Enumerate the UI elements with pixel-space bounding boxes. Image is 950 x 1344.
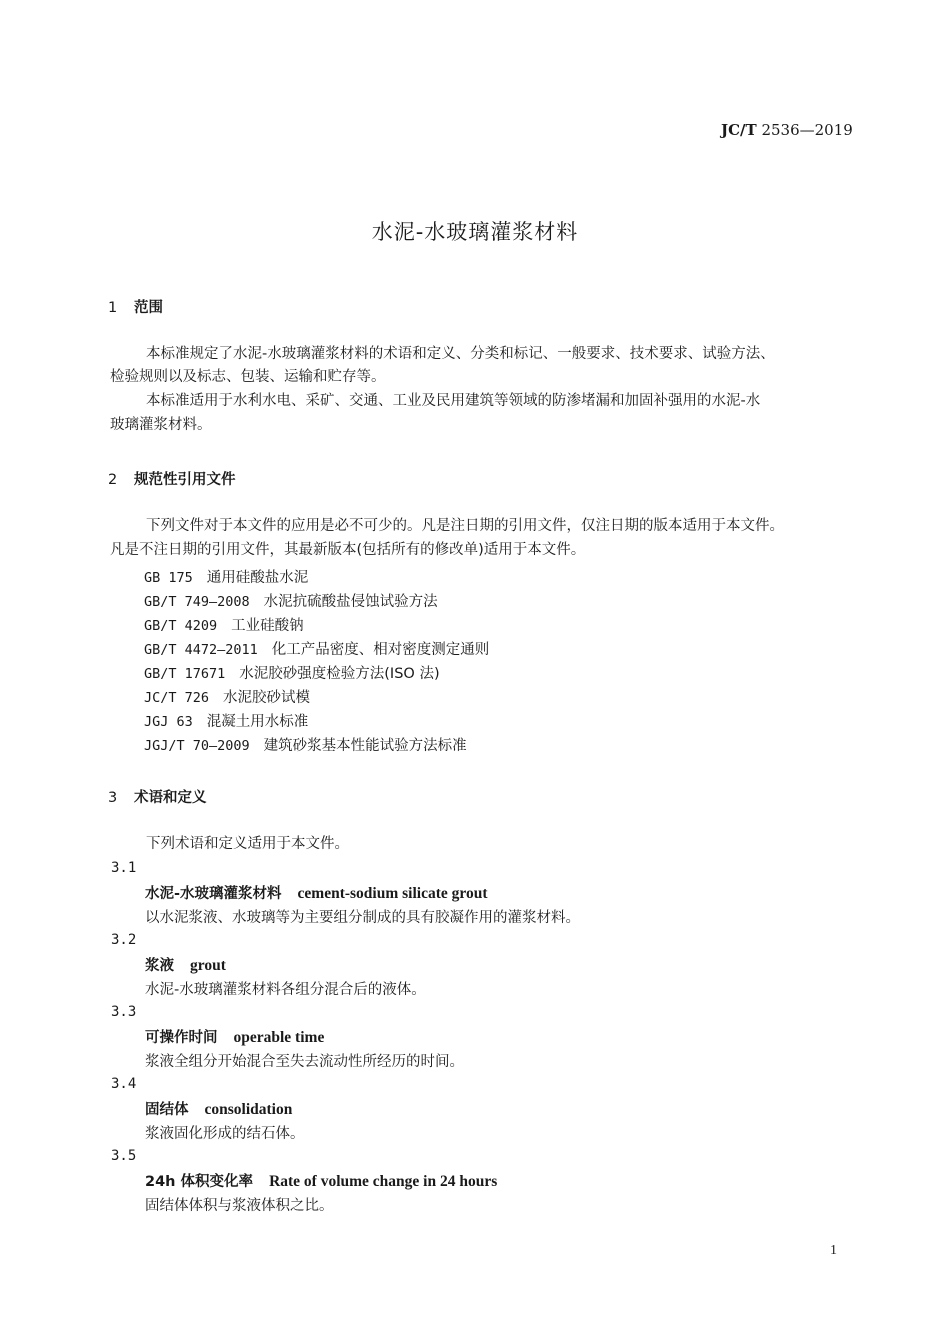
standard-prefix: JC/T	[721, 121, 757, 139]
term-en: Rate of volume change in 24 hours	[269, 1173, 498, 1190]
section-title: 规范性引用文件	[134, 472, 236, 488]
term-en: cement-sodium silicate grout	[297, 885, 488, 902]
reference-name: 水泥抗硫酸盐侵蚀试验方法	[263, 594, 438, 610]
reference-item	[144, 590, 438, 611]
term-definition: 固结体体积与浆液体积之比。	[145, 1198, 334, 1214]
term-zh: 浆液	[145, 958, 174, 974]
reference-name: 化工产品密度、相对密度测定通则	[271, 642, 490, 658]
reference-name: 混凝土用水标准	[206, 714, 309, 730]
term-definition: 以水泥浆液、水玻璃等为主要组分制成的具有胶凝作用的灌浆材料。	[145, 910, 580, 926]
term-number: 3.2	[111, 932, 137, 948]
section-number: 3	[108, 790, 118, 806]
references-intro-line-2: 凡是不注日期的引用文件，其最新版本(包括所有的修改单)适用于本文件。	[110, 542, 586, 558]
term-zh: 水泥-水玻璃灌浆材料	[145, 886, 282, 902]
term-number: 3.5	[111, 1148, 137, 1164]
section-title: 范围	[134, 300, 163, 316]
scope-paragraph-1-line-2: 检验规则以及标志、包装、运输和贮存等。	[110, 369, 386, 385]
section-heading-normative-references	[108, 468, 236, 489]
term-en: grout	[190, 957, 226, 974]
term-title	[145, 1098, 292, 1119]
section-title: 术语和定义	[134, 790, 207, 806]
reference-name: 水泥胶砂试模	[223, 690, 311, 706]
standard-code: 2536—2019	[761, 121, 853, 139]
reference-item	[144, 686, 310, 707]
section-heading-terms-and-definitions	[108, 786, 207, 807]
term-title	[145, 1170, 497, 1191]
reference-code: GB/T 749—2008	[144, 594, 250, 610]
document-title: 水泥-水玻璃灌浆材料	[371, 220, 579, 244]
reference-code: JC/T 726	[144, 690, 210, 706]
term-en: consolidation	[204, 1101, 293, 1118]
term-zh: 可操作时间	[145, 1030, 218, 1046]
terms-intro: 下列术语和定义适用于本文件。	[146, 836, 349, 852]
term-title	[145, 1026, 324, 1047]
term-definition: 浆液固化形成的结石体。	[145, 1126, 305, 1142]
reference-name: 水泥胶砂强度检验方法(ISO 法)	[239, 666, 440, 682]
term-definition: 水泥-水玻璃灌浆材料各组分混合后的液体。	[145, 982, 426, 998]
reference-name: 通用硅酸盐水泥	[206, 570, 309, 586]
standard-number	[721, 121, 853, 139]
reference-code: GB/T 17671	[144, 666, 226, 682]
reference-item	[144, 662, 440, 683]
scope-paragraph-2-line-2: 玻璃灌浆材料。	[110, 417, 212, 433]
section-number: 1	[108, 300, 118, 316]
term-title	[145, 954, 226, 975]
reference-code: JGJ 63	[144, 714, 193, 730]
term-title	[145, 882, 488, 903]
term-zh: 固结体	[145, 1102, 189, 1118]
term-definition: 浆液全组分开始混合至失去流动性所经历的时间。	[145, 1054, 464, 1070]
page-number: 1	[830, 1243, 837, 1258]
term-zh: 24h 体积变化率	[145, 1174, 254, 1190]
reference-code: JGJ/T 70—2009	[144, 738, 250, 754]
reference-code: GB/T 4472—2011	[144, 642, 258, 658]
reference-code: GB 175	[144, 570, 193, 586]
reference-item	[144, 710, 308, 731]
reference-name: 建筑砂浆基本性能试验方法标准	[263, 738, 467, 754]
reference-item	[144, 566, 308, 587]
reference-name: 工业硅酸钠	[231, 618, 304, 634]
section-heading-scope	[108, 296, 163, 317]
reference-code: GB/T 4209	[144, 618, 218, 634]
scope-paragraph-2-line-1: 本标准适用于水利水电、采矿、交通、工业及民用建筑等领域的防渗堵漏和加固补强用的水泥-水	[146, 393, 761, 409]
references-intro-line-1: 下列文件对于本文件的应用是必不可少的。凡是注日期的引用文件，仅注日期的版本适用于本文件。	[146, 518, 784, 534]
term-number: 3.1	[111, 860, 137, 876]
section-number: 2	[108, 472, 118, 488]
reference-item	[144, 614, 304, 635]
reference-item	[144, 638, 489, 659]
scope-paragraph-1-line-1: 本标准规定了水泥-水玻璃灌浆材料的术语和定义、分类和标记、一般要求、技术要求、试验方法、	[146, 346, 775, 362]
term-number: 3.4	[111, 1076, 137, 1092]
term-en: operable time	[233, 1029, 325, 1046]
term-number: 3.3	[111, 1004, 137, 1020]
reference-item	[144, 734, 467, 755]
